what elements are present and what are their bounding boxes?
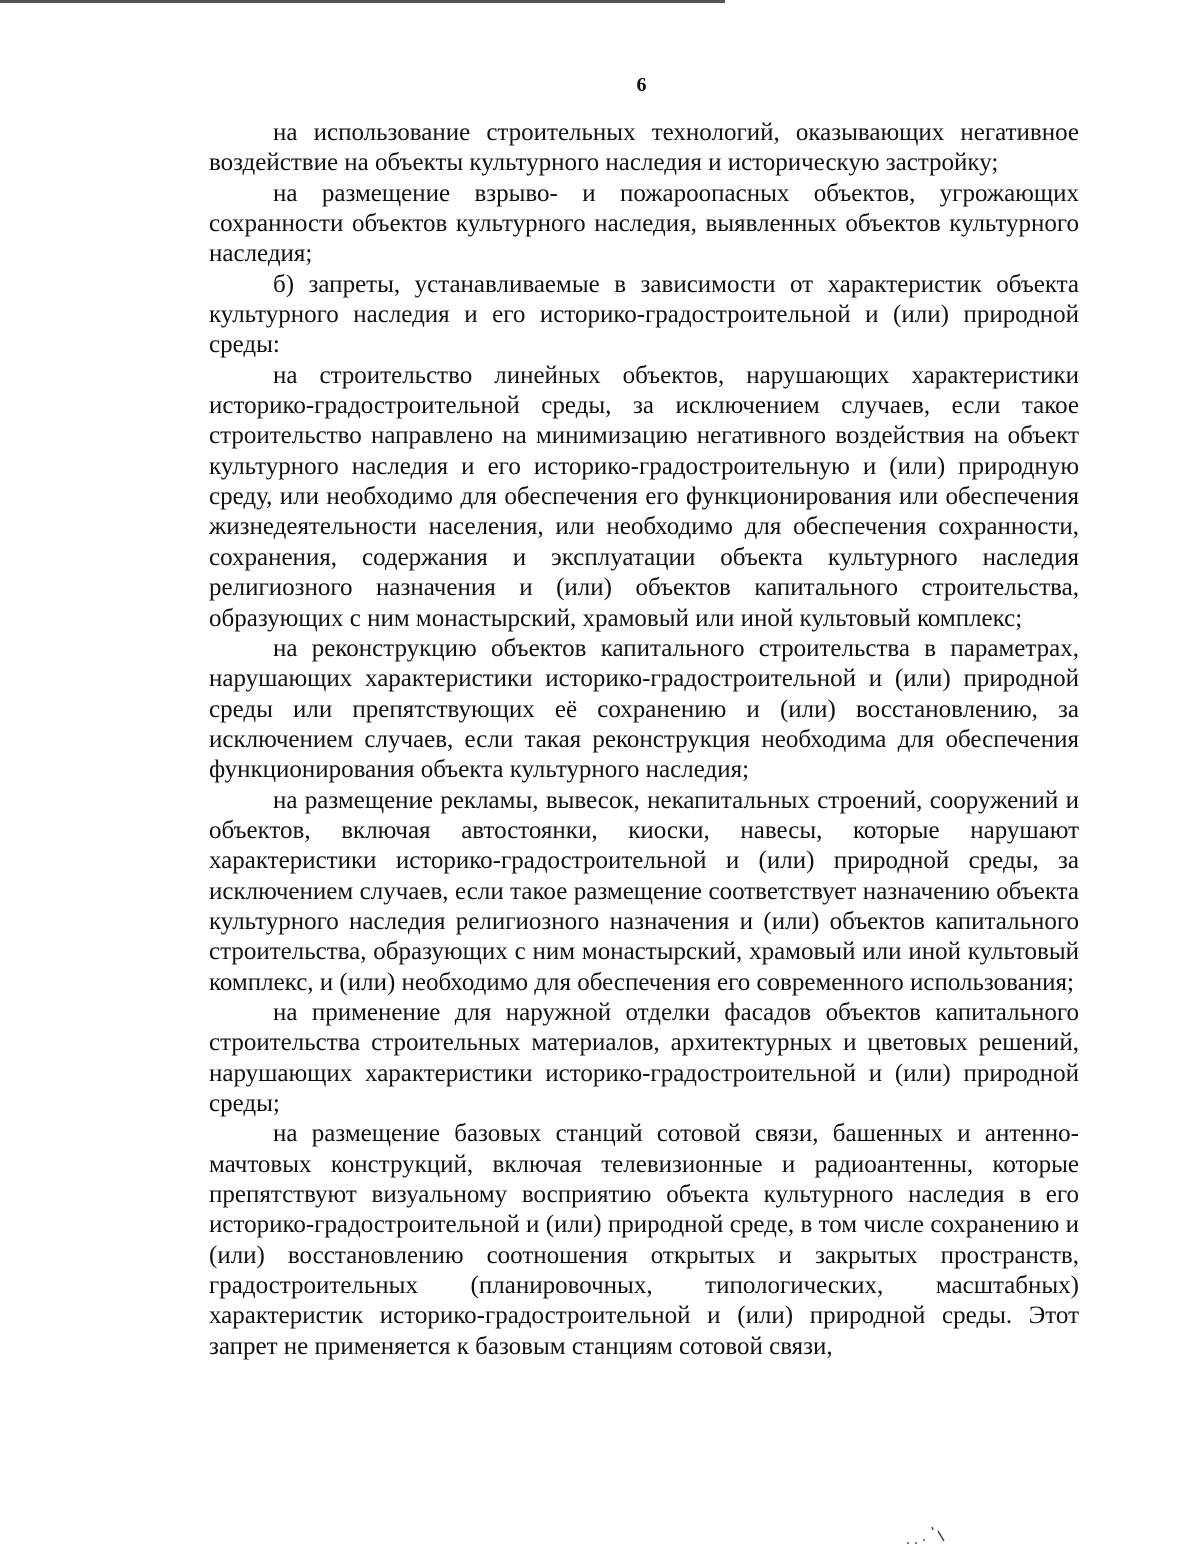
paragraph-hazardous-objects: на размещение взрыво- и пожароопасных объектов, угрожающих сохранности объектов культурного наследия, выявленных объектов культурного наследия;	[209, 179, 1079, 268]
paragraph-facade-materials: на применение для наружной отделки фасадов объектов капитального строительства строительных материалов, архитектурных и цветовых решений, нарушающих характеристики историко-градостроительной и (или) природной среды;	[209, 998, 1079, 1117]
paragraph-cellular-stations: на размещение базовых станций сотовой связи, башенных и антенно-мачтовых конструкций, включая телевизионные и радиоантенны, которые препятствуют визуальному восприятию объекта культурного наследия в его историко-градостроительной и (или) природной среде, в том числе сохранению и (или) восстановлению соотношения открытых и закрытых пространств, градостроительных (планировочных, типологических, масштабных) характеристик историко-градостроительной и (или) природной среды. Этот запрет не применяется к базовым станциям сотовой связи,	[209, 1120, 1079, 1360]
paragraph-reconstruction: на реконструкцию объектов капитального строительства в параметрах, нарушающих характеристики историко-градостроительной и (или) природной среды или препятствующих её сохранению и (или) восстановлению, за исключением случаев, если такая реконструкция необходима для обеспечения функционирования объекта культурного наследия;	[209, 634, 1079, 784]
paragraph-linear-objects: на строительство линейных объектов, нарушающих характеристики историко-градостроительной среды, за исключением случаев, если такое строительство направлено на минимизацию негативного воздействия на объект культурного наследия и его историко-градостроительную и (или) природную среду, или необходимо для обеспечения его функционирования или обеспечения жизнедеятельности населения, или необходимо для обеспечения сохранности, сохранения, содержания и эксплуатации объекта культурного наследия религиозного назначения и (или) объектов капитального строительства, образующих с ним монастырский, храмовый или иной культовый комплекс;	[209, 361, 1079, 632]
scan-top-rule	[0, 0, 725, 3]
paragraph-advertising: на размещение рекламы, вывесок, некапитальных строений, сооружений и объектов, включая автостоянки, киоски, навесы, которые нарушают характеристики историко-градостроительной и (или) природной среды, за исключением случаев, если такое размещение соответствует назначению объекта культурного наследия религиозного назначения и (или) объектов капитального строительства, образующих с ним монастырский, храмовый или иной культовый комплекс, и (или) необходимо для обеспечения его современного использования;	[209, 786, 1079, 996]
document-body	[209, 118, 1079, 1362]
scan-specks	[900, 1525, 960, 1547]
paragraph-prohibitions-heading: б) запреты, устанавливаемые в зависимости от характеристик объекта культурного наследия и его историко-градостроительной и (или) природной среды:	[209, 270, 1079, 359]
page-number: 6	[636, 74, 647, 96]
paragraph-construction-technologies: на использование строительных технологий, оказывающих негативное воздействие на объекты культурного наследия и историческую застройку;	[209, 119, 1079, 177]
